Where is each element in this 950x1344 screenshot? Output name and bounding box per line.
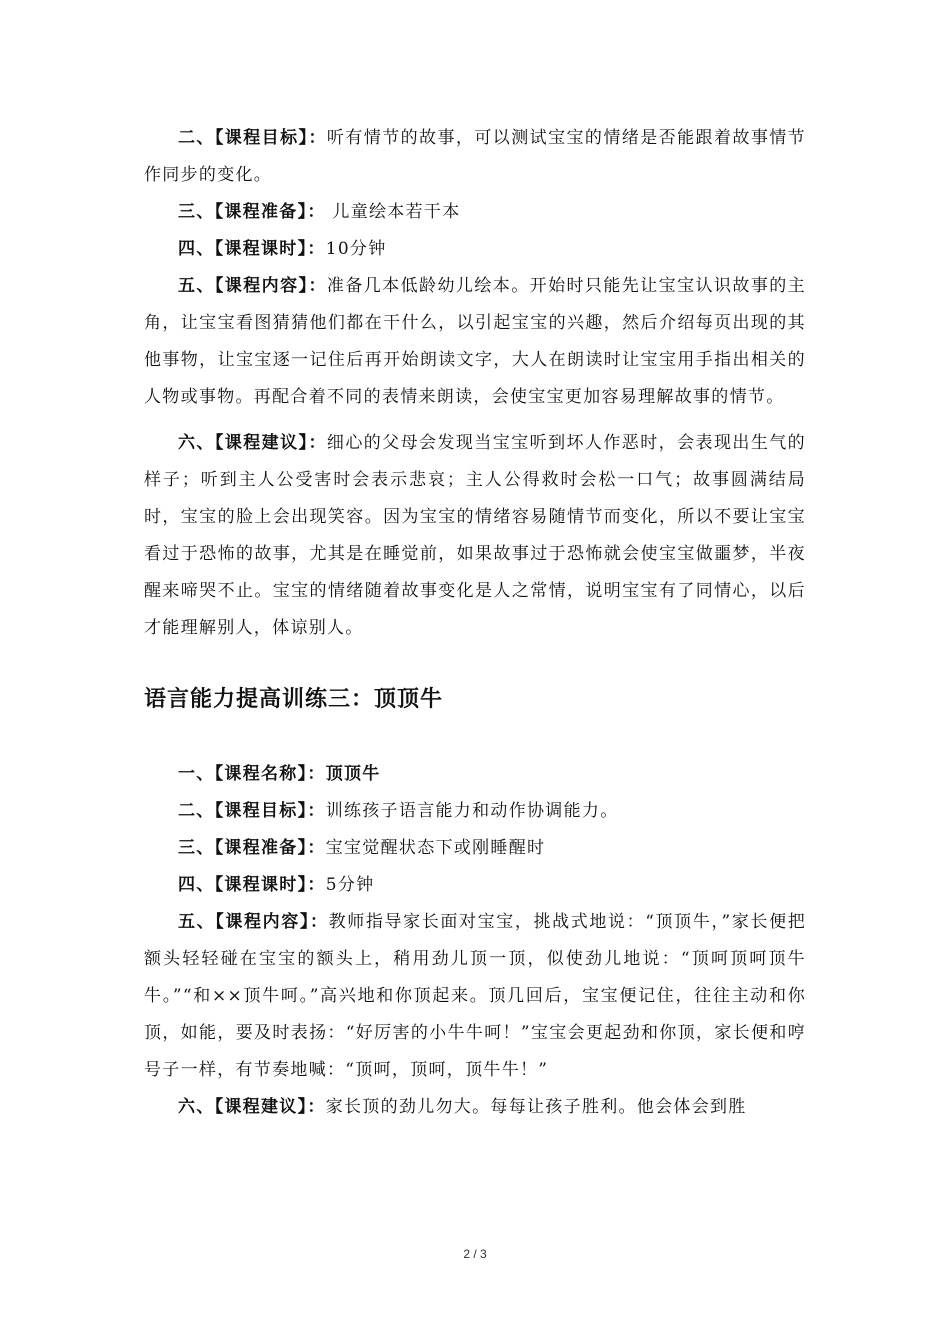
course-duration-text-2: 5分钟 [325, 875, 375, 895]
course-preparation-label: 三、【课程准备】： [178, 202, 326, 222]
course-advice-paragraph-2 [144, 1089, 806, 1126]
course-duration-label: 四、【课程课时】： [178, 239, 326, 259]
course-name-label: 一、【课程名称】： [178, 764, 326, 784]
course-content-paragraph [144, 268, 806, 416]
page-content [144, 120, 806, 1126]
course-goal-text: 听有情节的故事，可以测试宝宝的情绪是否能跟着故事情节作同步的变化。 [144, 128, 806, 185]
course-goal-label-2: 二、【课程目标】： [178, 801, 326, 821]
course-duration-paragraph-2 [144, 867, 806, 904]
course-advice-paragraph [144, 425, 806, 647]
course-content-text: 准备几本低龄幼儿绘本。开始时只能先让宝宝认识故事的主角，让宝宝看图猜猜他们都在干什么，以引起宝宝的兴趣，然后介绍每页出现的其他事物，让宝宝逐一记住后再开始朗读文字，大人在朗读时让宝宝用手指出相关的人物或事物。再配合着不同的表情来朗读，会使宝宝更加容易理解故事的情节。 [144, 276, 806, 407]
course-duration-paragraph [144, 231, 806, 268]
course-duration-label-2: 四、【课程课时】： [178, 875, 326, 895]
course-content-text-2: 教师指导家长面对宝宝，挑战式地说：“顶顶牛，”家长便把额头轻轻碰在宝宝的额头上，稍用劲儿顶一顶，似使劲儿地说：“顶呵顶呵顶牛牛。”“和××顶牛呵。”高兴地和你顶起来。顶几回后，宝宝便记住，往往主动和你顶，如能，要及时表扬：“好厉害的小牛牛呵！”宝宝会更起劲和你顶，家长便和哼号子一样，有节奏地喊：“顶呵，顶呵，顶牛牛！” [144, 912, 806, 1080]
course-goal-paragraph [144, 120, 806, 194]
course-advice-label: 六、【课程建议】： [178, 433, 327, 453]
course-goal-paragraph-2 [144, 793, 806, 830]
course-preparation-text: 儿童绘本若干本 [325, 202, 461, 222]
course-advice-label-2: 六、【课程建议】： [178, 1097, 326, 1117]
course-name-text: 顶顶牛 [325, 764, 381, 784]
course-content-paragraph-2 [144, 904, 806, 1089]
course-content-label-2: 五、【课程内容】： [178, 912, 329, 932]
course-duration-text: 10分钟 [325, 239, 387, 259]
course-preparation-label-2: 三、【课程准备】： [178, 838, 326, 858]
course-content-label: 五、【课程内容】： [178, 276, 327, 296]
course-advice-text: 细心的父母会发现当宝宝听到坏人作恶时，会表现出生气的样子；听到主人公受害时会表示悲哀；主人公得救时会松一口气；故事圆满结局时，宝宝的脸上会出现笑容。因为宝宝的情绪容易随情节而变化，所以不要让宝宝看过于恐怖的故事，尤其是在睡觉前，如果故事过于恐怖就会使宝宝做噩梦，半夜醒来啼哭不止。宝宝的情绪随着故事变化是人之常情，说明宝宝有了同情心，以后才能理解别人，体谅别人。 [144, 433, 806, 638]
page-number: 2 / 3 [463, 1247, 487, 1261]
course-preparation-paragraph [144, 194, 806, 231]
section-heading: 语言能力提高训练三：顶顶牛 [144, 687, 444, 712]
course-goal-label: 二、【课程目标】： [178, 128, 327, 148]
course-goal-text-2: 训练孩子语言能力和动作协调能力。 [325, 801, 619, 821]
course-preparation-paragraph-2 [144, 830, 806, 867]
course-preparation-text-2: 宝宝觉醒状态下或刚睡醒时 [325, 838, 546, 858]
course-name-paragraph [144, 756, 806, 793]
course-advice-text-2: 家长顶的劲儿勿大。每每让孩子胜利。他会体会到胜 [325, 1097, 747, 1117]
